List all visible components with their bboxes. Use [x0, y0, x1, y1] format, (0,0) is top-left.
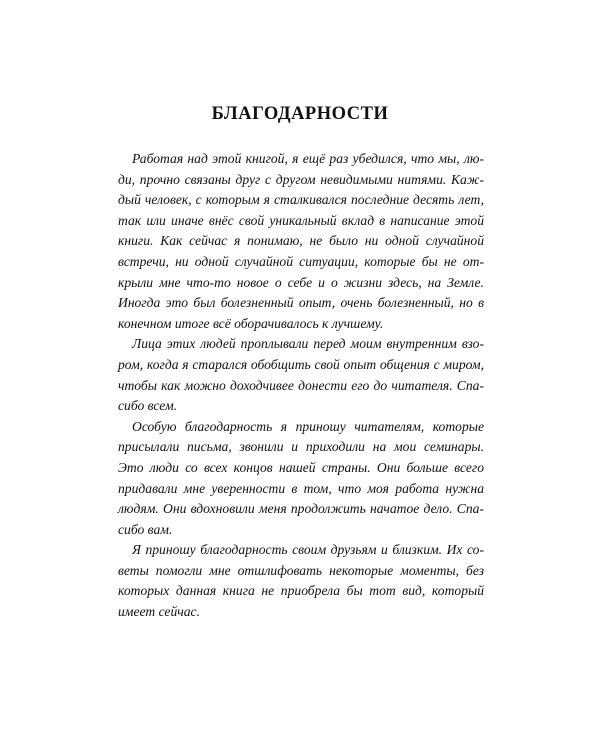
text-line: которых данная книга не приобрела бы тот вид, который — [118, 583, 484, 599]
text-line: Я приношу благодарность своим друзьям и близким. Их со- — [132, 542, 484, 558]
page-title: БЛАГОДАРНОСТИ — [211, 104, 389, 124]
text-line: ром, когда я старался обобщить свой опыт общения с миром, — [118, 356, 484, 372]
text-line: Особую благодарность я приношу читателям, которые — [132, 418, 484, 434]
text-line: Иногда это был болезненный опыт, очень болезненный, но в — [118, 295, 484, 311]
text-line: встречи, ни одной случайной ситуации, которые бы не от- — [118, 253, 484, 269]
text-line: сибо всем. — [118, 398, 178, 414]
text-line: людям. Они вдохновили меня продолжить начатое дело. Спа- — [118, 501, 484, 517]
text-line: книги. Как сейчас я понимаю, не было ни одной случайной — [118, 233, 484, 249]
text-line: Работая над этой книгой, я ещё раз убедился, что мы, лю- — [132, 151, 484, 166]
text-line: Это люди со всех концов нашей страны. Они больше всего — [118, 459, 484, 475]
acknowledgements-text — [118, 149, 484, 623]
text-line: ди, прочно связаны друг с другом невидимыми нитями. Каж- — [118, 171, 484, 187]
text-line: веты помогли мне отшлифовать некоторые моменты, без — [118, 562, 484, 578]
text-line: крыли мне что-то новое о себе и о жизни здесь, на Земле. — [118, 274, 484, 290]
text-line: присылали письма, звонили и приходили на мои семинары. — [118, 439, 484, 455]
text-line: Лица этих людей проплывали перед моим внутренним взо- — [132, 336, 484, 352]
text-line: конечном итоге всё оборачивалось к лучшему. — [118, 315, 384, 331]
text-line: так или иначе внёс свой уникальный вклад в написание этой — [118, 212, 484, 228]
text-line: придавали мне уверенности в том, что моя работа нужна — [118, 480, 484, 496]
text-line: сибо вам. — [118, 521, 173, 537]
text-line: имеет сейчас. — [118, 604, 200, 620]
text-line: дый человек, с которым я сталкивался последние десять лет, — [118, 192, 484, 208]
text-line: чтобы как можно доходчивее донести его до читателя. Спа- — [118, 377, 484, 393]
